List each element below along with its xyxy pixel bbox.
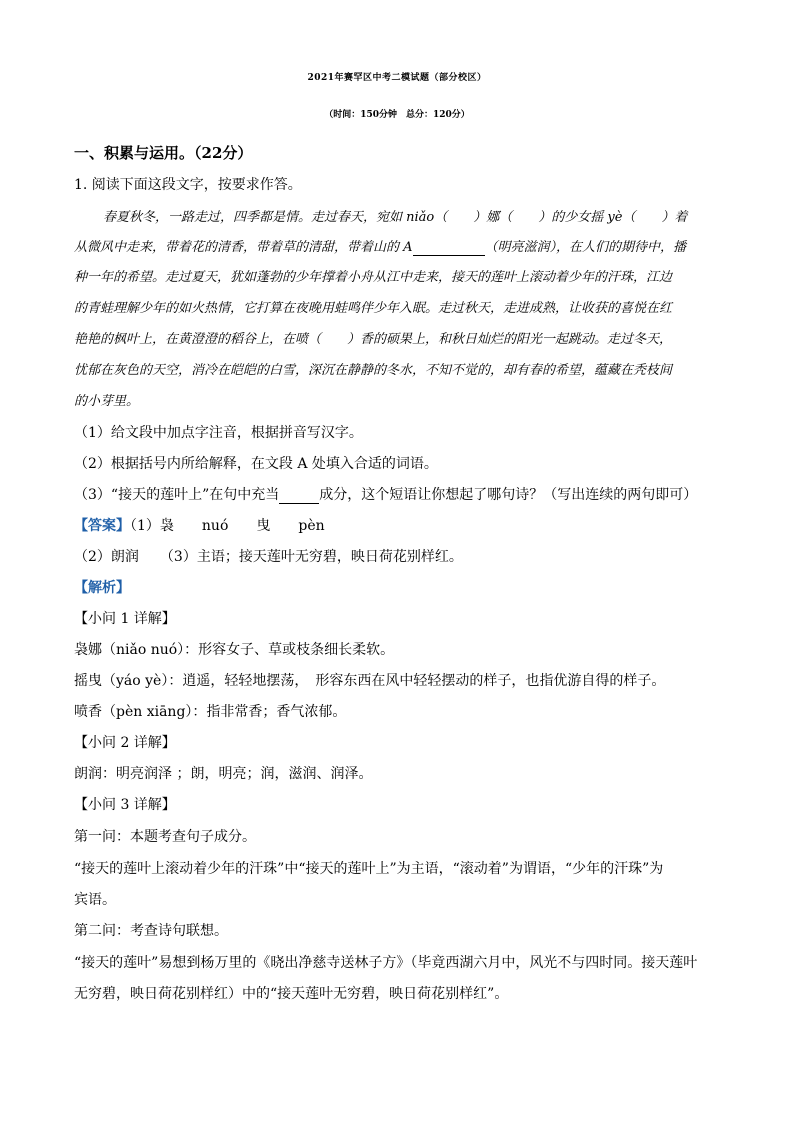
sub1-title: 【小问 1 详解】 [74, 611, 176, 627]
answer-part-1: （1）袅 nuó 曳 pèn [130, 518, 325, 534]
sub3-line-6: 无穷碧，映日荷花别样红）中的“接天莲叶无穷碧，映日荷花别样红”。 [74, 986, 509, 1002]
passage-line-3: 种一年的希望。走过夏天，犹如蓬勃的少年撑着小舟从江中走来，接天的莲叶上滚动着少年的汗珠，江边 [74, 270, 673, 285]
sub3-line-2: “接天的莲叶上滚动着少年的汗珠”中“接天的莲叶上”为主语，“滚动着”为谓语，“少年的汗珠”为 [74, 861, 664, 877]
subquestion-3 [74, 484, 697, 504]
sub3-line-1: 第一问：本题考查句子成分。 [74, 829, 256, 845]
passage-line-2-tail: （明亮滋润），在人们的期待中，播 [484, 240, 687, 255]
sub3-line-3: 宾语。 [74, 892, 116, 908]
sub3-title: 【小问 3 详解】 [74, 797, 176, 813]
page-title: 2021年赛罕区中考二模试题（部分校区） [307, 73, 487, 83]
passage-line-4: 的青蛙理解少年的如火热情，它打算在夜晚用蛙鸣伴少年入眠。走过秋天，走进成熟，让收获的喜悦在红 [74, 301, 673, 316]
question-prompt: 1. 阅读下面这段文字，按要求作答。 [74, 177, 302, 193]
passage-line-5: 艳艳的枫叶上，在黄澄澄的稻谷上，在喷（ ）香的硕果上，和秋日灿烂的阳光一起跳动。走过冬天， [74, 332, 673, 347]
passage-line-6: 忧郁在灰色的天空，消冷在皑皑的白雪，深沉在静静的冬水，不知不觉的，却有春的希望，蕴藏在秃枝间 [74, 363, 673, 378]
sub1-line-1: 袅娜（niǎo nuó）：形容女子、草或枝条细长柔软。 [74, 642, 395, 658]
subquestion-1: （1）给文段中加点字注音，根据拼音写汉字。 [74, 425, 363, 441]
page-subtitle: （时间：150分钟 总分：120分） [324, 110, 470, 120]
blank-a [413, 240, 485, 256]
subquestion-3-text: （3）“接天的莲叶上”在句中充当 [74, 487, 280, 503]
sub1-line-2: 摇曳（yáo yè）：逍遥，轻轻地摆荡， 形容东西在风中轻轻摆动的样子，也指优游自得的样子。 [74, 673, 666, 689]
section-heading: 一、积累与运用。（22分） [74, 144, 253, 162]
passage-line-1: 春夏秋冬，一路走过，四季都是情。走过春天，宛如 niǎo（ ）娜（ ）的少女摇 yè（ ）着 [103, 210, 688, 225]
answer-line-1 [74, 515, 325, 535]
subquestion-2: （2）根据括号内所给解释，在文段 A 处填入合适的词语。 [74, 456, 438, 472]
answer-label: 【答案】 [74, 518, 130, 534]
sub1-line-3: 喷香（pèn xiāng）：指非常香；香气浓郁。 [74, 704, 347, 720]
blank-component [279, 487, 319, 504]
subquestion-3-tail: 成分，这个短语让你想起了哪句诗？（写出连续的两句即可） [319, 487, 698, 503]
passage-line-7: 的小芽里。 [74, 394, 140, 409]
passage-line-2 [74, 236, 686, 256]
sub3-line-5: “接天的莲叶”易想到杨万里的《晓出净慈寺送林子方》（毕竟西湖六月中，风光不与四时同。接天莲叶 [74, 955, 698, 971]
answer-line-2: （2）朗润 （3）主语；接天莲叶无穷碧，映日荷花别样红。 [74, 549, 463, 565]
analysis-label: 【解析】 [74, 580, 130, 596]
sub2-title: 【小问 2 详解】 [74, 735, 176, 751]
sub3-line-4: 第二问：考查诗句联想。 [74, 923, 228, 939]
passage-line-2-text: 从微风中走来，带着花的清香，带着草的清甜，带着山的 A [74, 240, 413, 255]
sub2-line-1: 朗润：明亮润泽 ；朗，明亮；润，滋润、润泽。 [74, 766, 373, 782]
